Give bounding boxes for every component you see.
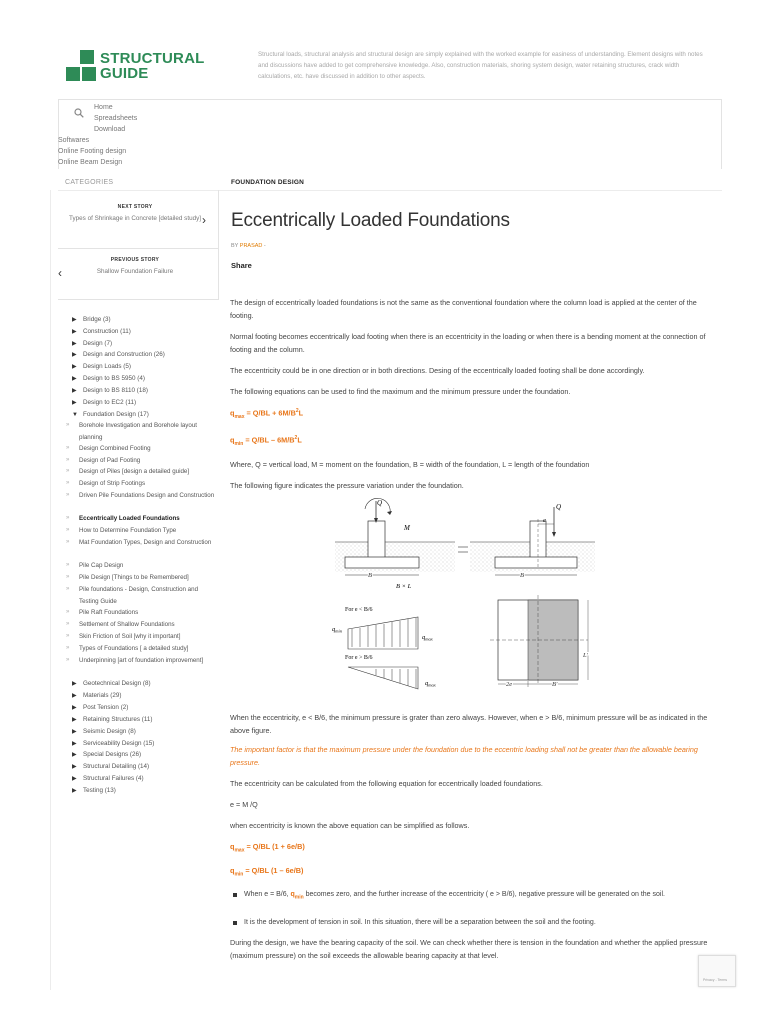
formula-symbol: q <box>230 842 235 851</box>
category-label: Structural Failures (4) <box>83 775 144 782</box>
category-item[interactable] <box>72 397 136 408</box>
category-item[interactable] <box>72 373 145 384</box>
bullet-icon: » <box>66 609 70 615</box>
formula-subscript: max <box>234 413 245 420</box>
label-e: e <box>543 517 546 524</box>
section-divider <box>58 190 722 191</box>
subcategory-label: Borehole Investigation and Borehole layout planning <box>79 422 197 441</box>
bullet-symbol: q <box>290 891 295 898</box>
bullet-icon: » <box>66 657 70 663</box>
formula-subscript: max <box>234 847 245 854</box>
logo-square-icon <box>80 50 94 64</box>
recaptcha-badge[interactable] <box>698 955 736 987</box>
bullet-icon: » <box>66 586 70 592</box>
paragraph: The eccentricity can be calculated from the following equation for eccentrically loaded foundations. <box>230 779 543 788</box>
label-min-sub: min <box>335 628 342 634</box>
subcategory-item[interactable] <box>66 490 216 502</box>
bullet-icon: » <box>66 422 70 428</box>
subcategory-label: Pile foundations - Design, Construction and Testing Guide <box>79 586 199 605</box>
formula-superscript: 2 <box>294 435 298 441</box>
secondary-nav <box>58 135 126 168</box>
share-button[interactable]: Share <box>231 261 252 270</box>
label-max-sub: max <box>428 682 436 688</box>
formula-subscript: min <box>234 871 244 878</box>
category-label: Retaining Structures (11) <box>83 716 153 723</box>
subcategory-label: Settlement of Shallow Foundations <box>79 621 175 628</box>
bullet-icon <box>233 893 237 897</box>
category-label: Post Tension (2) <box>83 704 129 711</box>
paragraph: Where, Q = vertical load, M = moment on the foundation, B = width of the foundation, L = length of the foundation <box>230 460 590 469</box>
bullet-text: It is the development of tension in soil. In this situation, there will be a separation between the soil and the footing. <box>244 919 596 926</box>
category-label: Design to EC2 (11) <box>83 399 137 406</box>
recaptcha-text[interactable]: Privacy - Terms <box>703 978 728 982</box>
subcategory-item[interactable] <box>66 631 216 643</box>
expand-triangle-icon: ▶ <box>72 364 77 370</box>
label-case2: For e > B/6 <box>345 655 373 661</box>
formula-subscript: min <box>234 440 244 447</box>
expand-triangle-icon: ▶ <box>72 400 77 406</box>
label-BxL: B × L <box>396 583 412 590</box>
formula-symbol: q <box>230 408 235 418</box>
paragraph: The following figure indicates the pressure variation under the foundation. <box>230 481 464 490</box>
label-q: q <box>422 634 426 641</box>
story-divider-bottom <box>58 299 218 300</box>
formula-end: L <box>297 435 302 445</box>
paragraph: During the design, we have the bearing capacity of the soil. We can check whether there is tension in the foundation and whether the applied pressure (maximum pressure) on the soil exceeds the allowable bearing capacity at that level. <box>230 938 708 960</box>
label-Q: Q <box>377 499 383 507</box>
previous-story-title[interactable]: Shallow Foundation Failure <box>96 268 174 275</box>
subcategory-label: Pile Cap Design <box>79 562 124 569</box>
search-icon[interactable] <box>74 108 84 118</box>
category-item-expanded[interactable] <box>72 409 149 420</box>
subcategory-label: Driven Pile Foundations Design and Construction <box>79 492 215 499</box>
bullet-subscript: min <box>294 894 304 901</box>
subcategory-item-active[interactable] <box>66 513 216 525</box>
subcategory-item[interactable] <box>66 560 216 572</box>
bullet-text: becomes zero, and the further increase of the eccentricity ( e > B/6), negative pressure will be generated on the soil. <box>303 891 665 898</box>
subcategory-item[interactable] <box>66 655 216 667</box>
formula-qmin-e <box>230 866 303 877</box>
category-label: Geotechnical Design (8) <box>83 680 151 687</box>
formula-end: L <box>298 408 304 418</box>
subcategory-item[interactable] <box>66 607 216 619</box>
formula-body: = Q/BL (1 – 6e/B) <box>243 866 304 875</box>
site-logo[interactable] <box>66 50 216 84</box>
nav-download[interactable]: Download <box>94 126 126 133</box>
chevron-right-icon[interactable]: › <box>202 213 206 227</box>
paragraph: when eccentricity is known the above equation can be simplified as follows. <box>230 821 470 830</box>
nav-online-beam[interactable]: Online Beam Design <box>58 159 123 166</box>
bullet-icon: » <box>66 645 70 651</box>
subcategory-item[interactable] <box>66 572 216 584</box>
category-label: Bridge (3) <box>83 316 111 323</box>
bullet-icon: » <box>66 562 70 568</box>
category-item[interactable] <box>72 785 116 796</box>
formula-qmax-e <box>230 842 305 853</box>
subcategory-label: Eccentrically Loaded Foundations <box>79 515 180 522</box>
category-item[interactable] <box>72 690 122 701</box>
bullet-item <box>244 917 706 930</box>
bullet-item <box>244 889 706 904</box>
logo-text-line1: STRUCTURAL <box>100 50 205 67</box>
subcategory-label: Pile Design [Things to be Remembered] <box>79 574 189 581</box>
subcategory-item[interactable] <box>66 525 216 537</box>
category-label: Special Designs (26) <box>83 751 142 758</box>
subcategory-label: Design of Piles [design a detailed guide] <box>79 468 190 475</box>
chevron-left-icon[interactable]: ‹ <box>58 266 62 280</box>
logo-square-icon <box>82 67 96 81</box>
bullet-icon <box>233 921 237 925</box>
category-label: Design to BS 5950 (4) <box>83 375 145 382</box>
category-label: Design (7) <box>83 340 113 347</box>
subcategory-label: How to Determine Foundation Type <box>79 527 177 534</box>
nav-border-right <box>721 99 722 169</box>
expand-triangle-icon: ▶ <box>72 741 77 747</box>
expand-triangle-icon: ▶ <box>72 729 77 735</box>
category-item[interactable] <box>72 726 136 737</box>
subcategory-item[interactable] <box>66 478 216 490</box>
subcategory-item[interactable] <box>66 455 216 467</box>
subcategory-label: Underpinning [art of foundation improvement] <box>79 657 204 664</box>
category-label: Materials (29) <box>83 692 122 699</box>
label-Lprime: L' <box>583 652 589 659</box>
subcategory-label: Mat Foundation Types, Design and Construction <box>79 539 212 546</box>
page-border-left <box>50 190 51 990</box>
important-note: The important factor is that the maximum pressure under the foundation due to the eccentric loading shall not be greater than the allowable bearing pressure. <box>230 745 698 767</box>
formula-body: = Q/BL (1 + 6e/B) <box>244 842 305 851</box>
nav-spreadsheets[interactable]: Spreadsheets <box>94 115 138 122</box>
bullet-icon: » <box>66 574 70 580</box>
expand-triangle-icon: ▶ <box>72 788 77 794</box>
previous-story-label: PREVIOUS STORY <box>110 257 160 263</box>
formula-body: = Q/BL – 6M/B <box>243 435 295 445</box>
category-item[interactable] <box>72 326 131 337</box>
nav-home[interactable]: Home <box>94 104 113 111</box>
category-item[interactable] <box>72 714 153 725</box>
bullet-text: When e = B/6, <box>244 891 291 898</box>
label-max-sub: max <box>425 636 433 642</box>
label-Q-right: Q <box>556 503 562 511</box>
expand-triangle-icon: ▶ <box>72 341 77 347</box>
category-label: Design to BS 8110 (18) <box>83 387 148 394</box>
subcategory-label: Design of Pad Footing <box>79 457 141 464</box>
formula-symbol: q <box>230 866 235 875</box>
expand-triangle-icon: ▶ <box>72 752 77 758</box>
paragraph: When the eccentricity, e < B/6, the minimum pressure is grater than zero always. However, when e > B/6, minimum pressure will be as indicated in the above figure. <box>230 713 708 735</box>
category-item[interactable] <box>72 678 151 689</box>
label-B-right: B <box>520 572 524 579</box>
paragraph: The eccentricity could be in one direction or in both directions. Desing of the eccentrically loaded footing shall be done accordingly. <box>230 366 645 375</box>
label-2e: 2e <box>506 681 513 688</box>
label-q: q <box>332 626 336 633</box>
category-item[interactable] <box>72 773 144 784</box>
subcategory-item[interactable] <box>66 643 216 655</box>
bullet-icon: » <box>66 468 70 474</box>
bullet-icon: » <box>66 527 70 533</box>
bullet-icon: » <box>66 539 70 545</box>
label-qmin <box>332 626 343 634</box>
logo-square-icon <box>66 67 80 81</box>
subcategory-label: Skin Friction of Soil [why it important] <box>79 633 181 640</box>
header-divider <box>58 99 722 100</box>
category-label: Testing (13) <box>83 787 116 794</box>
label-Bprime: B' <box>552 681 558 688</box>
subcategory-item[interactable] <box>66 443 216 455</box>
expand-triangle-icon: ▶ <box>72 681 77 687</box>
category-item[interactable] <box>72 749 141 760</box>
paragraph: The design of eccentrically loaded foundations is not the same as the conventional foundation where the column load is applied at the center of the footing. <box>230 298 697 320</box>
expand-triangle-icon: ▶ <box>72 693 77 699</box>
subcategory-item[interactable] <box>66 619 216 631</box>
category-label: Foundation Design (17) <box>83 411 149 418</box>
main-nav <box>94 102 137 135</box>
bullet-icon: » <box>66 633 70 639</box>
article-byline <box>231 243 266 249</box>
sidebar-border <box>218 190 219 300</box>
category-item[interactable] <box>72 738 154 749</box>
bullet-icon: » <box>66 457 70 463</box>
subcategory-label: Design Combined Footing <box>79 445 151 452</box>
label-M: M <box>404 524 410 532</box>
next-story-label: NEXT STORY <box>117 204 153 210</box>
byline-suffix: - <box>262 243 266 249</box>
section-label[interactable]: FOUNDATION DESIGN <box>231 179 304 186</box>
subcategory-item[interactable] <box>66 537 216 549</box>
bullet-icon: » <box>66 480 70 486</box>
subcategory-label: Design of Strip Footings <box>79 480 146 487</box>
label-qmax <box>422 634 433 642</box>
expand-triangle-icon: ▶ <box>72 764 77 770</box>
previous-story[interactable] <box>60 257 210 277</box>
logo-text-line2: GUIDE <box>100 65 149 82</box>
expand-triangle-icon: ▶ <box>72 388 77 394</box>
expand-triangle-icon: ▶ <box>72 717 77 723</box>
category-label: Design Loads (5) <box>83 363 131 370</box>
label-B: B <box>368 572 372 579</box>
bullet-icon: » <box>66 515 70 521</box>
category-label: Structural Detailing (14) <box>83 763 150 770</box>
article-title: Eccentrically Loaded Foundations <box>231 210 510 231</box>
equation-e: e = M /Q <box>230 800 258 809</box>
label-qmax-2 <box>425 680 436 688</box>
category-item[interactable] <box>72 314 111 325</box>
subcategory-label: Pile Raft Foundations <box>79 609 139 616</box>
collapse-triangle-icon: ▼ <box>72 412 78 418</box>
expand-triangle-icon: ▶ <box>72 317 77 323</box>
expand-triangle-icon: ▶ <box>72 329 77 335</box>
site-tagline: Structural loads, structural analysis and structural design are simply explained with the worked example for easiness of understanding. Element designs with notes and discussions have added to get comprehensive knowledge. Also, construction materials, shoring system design, water retaining structures, crack width calculations, etc. have discussed in addition to other aspects. <box>258 51 703 80</box>
category-label: Design and Construction (26) <box>83 351 165 358</box>
subcategory-label: Types of Foundations [ a detailed study] <box>79 645 189 652</box>
expand-triangle-icon: ▶ <box>72 352 77 358</box>
pressure-distribution-figure <box>330 497 600 697</box>
subcategory-item[interactable] <box>66 466 216 478</box>
category-item[interactable] <box>72 702 128 713</box>
formula-body: = Q/BL + 6M/B <box>244 408 296 418</box>
bullet-icon: » <box>66 621 70 627</box>
category-label: Construction (11) <box>83 328 131 335</box>
formula-superscript: 2 <box>295 408 299 414</box>
nav-softwares[interactable]: Softwares <box>58 137 90 144</box>
nav-online-footing[interactable]: Online Footing design <box>58 148 127 155</box>
expand-triangle-icon: ▶ <box>72 776 77 782</box>
label-case1: For e < B/6 <box>345 607 373 613</box>
formula-symbol: q <box>230 435 235 445</box>
paragraph: Normal footing becomes eccentrically load footing when there is an eccentricity in the loading or when there is a bending moment at the connection of footing and the column. <box>230 332 706 354</box>
category-item[interactable] <box>72 385 148 396</box>
formula-qmin <box>230 435 302 447</box>
next-story[interactable] <box>60 204 210 224</box>
categories-title: CATEGORIES <box>65 179 114 186</box>
category-label: Serviceability Design (15) <box>83 740 155 747</box>
subcategory-item[interactable] <box>66 584 216 607</box>
subcategory-item[interactable] <box>66 420 216 443</box>
paragraph: The following equations can be used to find the maximum and the minimum pressure under the foundation. <box>230 387 571 396</box>
category-item[interactable] <box>72 349 165 360</box>
expand-triangle-icon: ▶ <box>72 705 77 711</box>
story-divider <box>58 248 218 249</box>
category-item[interactable] <box>72 361 131 372</box>
category-label: Seismic Design (8) <box>83 728 136 735</box>
category-item[interactable] <box>72 761 149 772</box>
category-item[interactable] <box>72 338 112 349</box>
author-link[interactable]: PRASAD <box>239 243 263 249</box>
expand-triangle-icon: ▶ <box>72 376 77 382</box>
bullet-icon: » <box>66 492 70 498</box>
next-story-title[interactable]: Types of Shrinkage in Concrete [detailed study] <box>69 215 201 222</box>
formula-qmax <box>230 408 303 420</box>
label-q: q <box>425 680 429 687</box>
byline-prefix: BY <box>231 243 239 249</box>
bullet-icon: » <box>66 445 70 451</box>
